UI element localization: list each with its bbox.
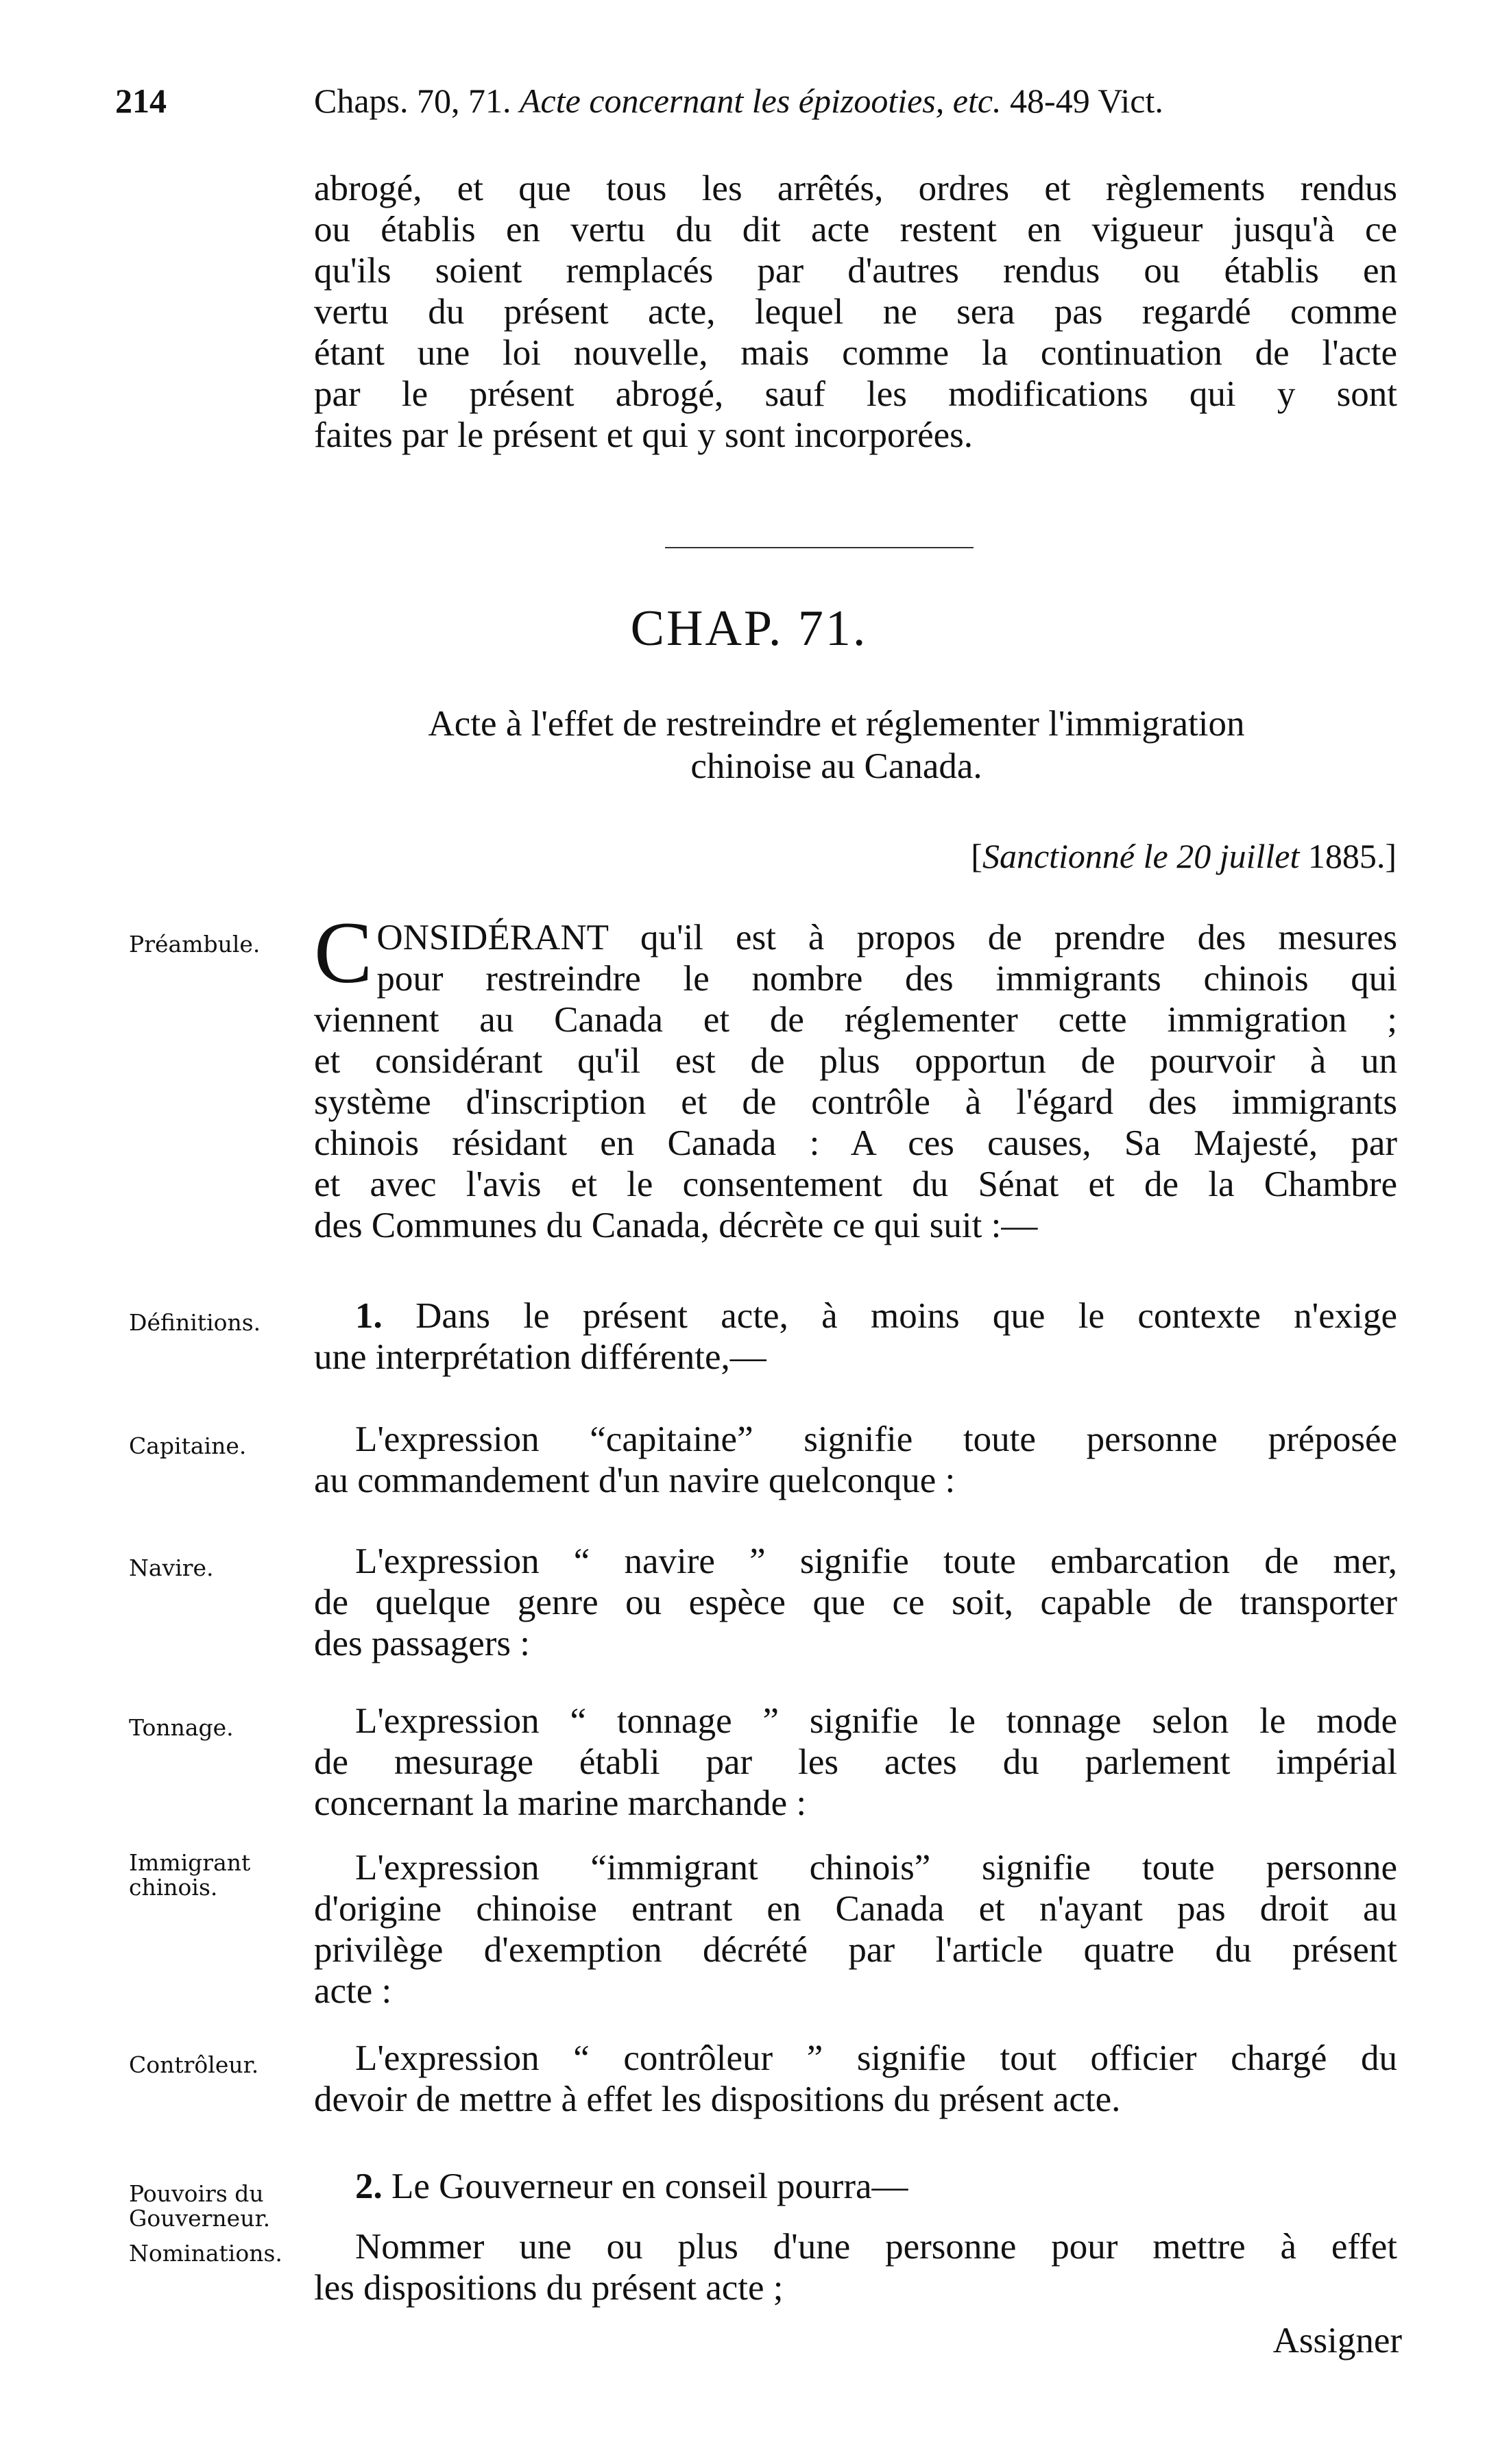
margin-note-definitions: Définitions. [129,1309,261,1336]
previous-chapter-paragraph [314,168,1397,456]
text-line: L'expression “capitaine” signifie toute personne préposée [355,1419,1397,1459]
section-2-paragraph [314,2166,1397,2207]
margin-note-line: Immigrant [129,1849,251,1876]
sanction-year: 1885.] [1307,837,1397,875]
definition-capitaine [314,1419,1397,1501]
text-line: concernant la marine marchande : [314,1783,807,1823]
text-line [314,2166,1397,2207]
definition-paragraph [314,1847,1397,2012]
text-line: d'origine chinoise entrant en Canada et n'ayant pas droit au [314,1889,1397,1929]
text-line: chinois résidant en Canada : A ces causes, Sa Majesté, par [314,1123,1397,1163]
text-line: de quelque genre ou espèce que ce soit, capable de transporter [314,1583,1397,1622]
text-line: devoir de mettre à effet les dispositions du présent acte. [314,2079,1121,2119]
text-line: Nommer une ou plus d'une personne pour mettre à effet [355,2227,1397,2267]
margin-note-immigrant [129,1851,250,1900]
section-2 [314,2166,1397,2207]
chapter-heading: CHAP. 71. [630,600,868,657]
catchword: Assigner [1272,2321,1402,2361]
margin-note-line: Gouverneur. [129,2205,271,2232]
text-line: des passagers : [314,1624,530,1663]
nominations-paragraph [314,2226,1397,2308]
text-line: L'expression “ tonnage ” signifie le tonnage selon le mode [355,1701,1397,1741]
definition-paragraph [314,1541,1397,1664]
chapter-title [274,703,1399,788]
text-line: ONSIDÉRANT qu'il est à propos de prendre des mesures [376,918,1397,957]
sanction-text: Sanctionné le 20 juillet [982,837,1300,875]
text-line: qu'ils soient remplacés par d'autres rendus ou établis en [314,251,1397,291]
margin-note-capitaine: Capitaine. [129,1432,247,1459]
margin-note-navire: Navire. [129,1554,214,1581]
running-head-chaps: Chaps. 70, 71. [314,82,511,120]
text-line: étant une loi nouvelle, mais comme la continuation de l'acte [314,333,1397,373]
text-line: ou établis en vertu du dit acte restent en vigueur jusqu'à ce [314,210,1397,249]
margin-note-line: Pouvoirs du [129,2180,264,2207]
text-line: de mesurage établi par les actes du parlement impérial [314,1742,1397,1782]
sanction-date [971,836,1397,876]
section-2-text: Le Gouverneur en conseil pourra— [391,2167,908,2206]
definition-tonnage [314,1700,1397,1824]
chapter-title-line: Acte à l'effet de restreindre et réglementer l'immigration [428,704,1245,744]
section-1-first-line: Dans le présent acte, à moins que le contexte n'exige [415,1296,1397,1336]
margin-note-nominations: Nominations. [129,2240,282,2267]
section-1 [314,1295,1397,1378]
text-line: des Communes du Canada, décrète ce qui suit :— [314,1206,1038,1245]
text-line: et avec l'avis et le consentement du Sénat et de la Chambre [314,1164,1397,1204]
sanction-bracket: [ [971,837,982,875]
running-head-regnal-year: 48-49 Vict. [1010,82,1163,120]
previous-chapter-text [314,168,1397,456]
text-line: acte : [314,1971,392,2011]
drop-cap: C [314,904,373,1001]
text-line: vertu du présent acte, lequel ne sera pas regardé comme [314,292,1397,332]
text-line: par le présent abrogé, sauf les modifications qui y sont [314,374,1397,414]
text-line: les dispositions du présent acte ; [314,2268,784,2308]
section-number: 2. [355,2167,383,2206]
margin-note-preamble: Préambule. [129,931,261,957]
section-divider [665,547,974,548]
definition-controleur [314,2038,1397,2120]
text-line: L'expression “ navire ” signifie toute embarcation de mer, [355,1541,1397,1581]
text-line: système d'inscription et de contrôle à l'égard des immigrants [314,1082,1397,1122]
text-line: faites par le présent et qui y sont incorporées. [314,415,974,455]
text-line: au commandement d'un navire quelconque : [314,1461,956,1500]
margin-note-tonnage: Tonnage. [129,1714,234,1741]
text-line [314,1295,1397,1337]
definition-immigrant-chinois [314,1847,1397,2012]
definition-paragraph [314,1700,1397,1824]
definition-paragraph [314,1419,1397,1501]
chapter-title-line: chinoise au Canada. [690,746,982,786]
text-line: pour restreindre le nombre des immigrants chinois qui [376,959,1397,999]
text-line: abrogé, et que tous les arrêtés, ordres et règlements rendus [314,169,1397,208]
definition-navire [314,1541,1397,1664]
margin-note-line: chinois. [129,1874,218,1901]
text-line: L'expression “ contrôleur ” signifie tout officier chargé du [355,2038,1397,2078]
definition-paragraph [314,2038,1397,2120]
running-head [314,81,1163,121]
running-head-act-title: Acte concernant les épizooties, etc. [520,82,1002,120]
page-number: 214 [115,82,167,120]
nominations-text [314,2226,1397,2308]
text-line: et considérant qu'il est de plus opportun de pourvoir à un [314,1041,1397,1081]
text-line: privilège d'exemption décrété par l'article quatre du présent [314,1930,1397,1970]
margin-note-controleur: Contrôleur. [129,2051,259,2078]
margin-note-pouvoirs [129,2182,270,2231]
text-line: L'expression “immigrant chinois” signifie toute personne [355,1848,1397,1888]
section-1-paragraph [314,1295,1397,1378]
section-number: 1. [355,1296,383,1336]
preamble [314,904,1397,1246]
text-line: viennent au Canada et de réglementer cette immigration ; [314,1000,1397,1040]
text-line: une interprétation différente,— [314,1337,766,1377]
preamble-paragraph [314,904,1397,1246]
